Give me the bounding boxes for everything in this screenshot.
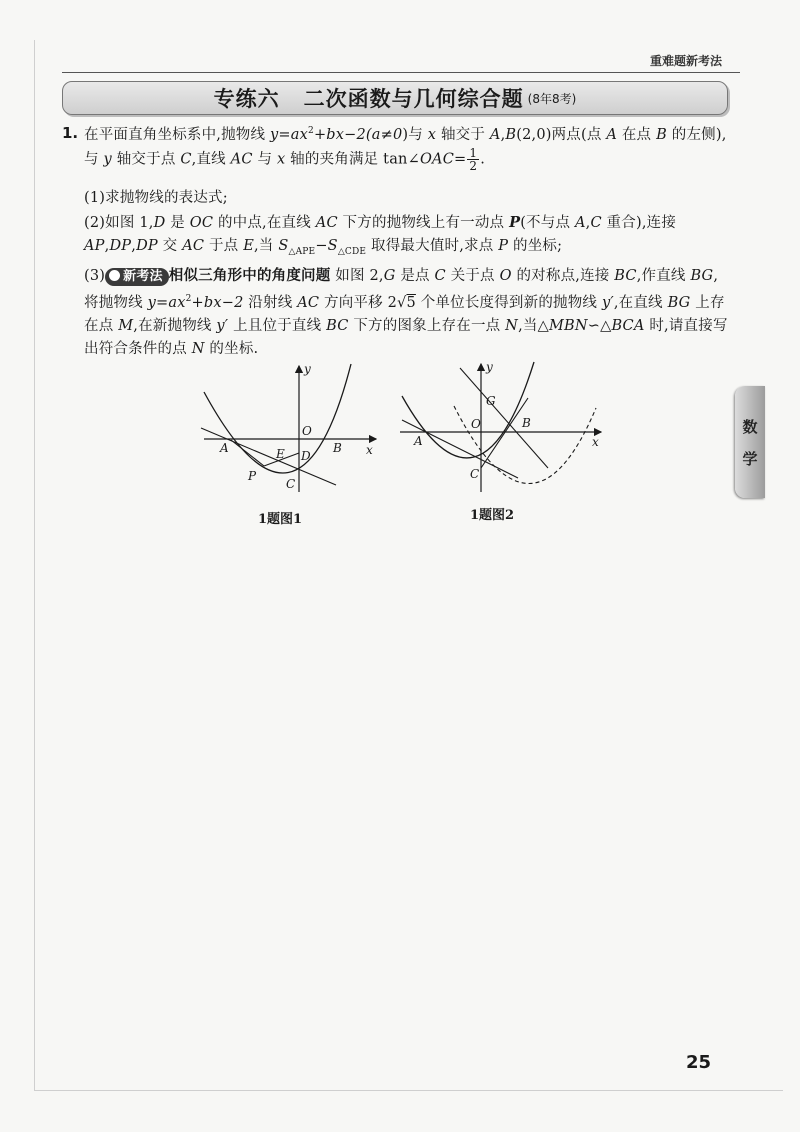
- banner-note: (8年8考): [527, 91, 577, 106]
- label-d: D: [301, 449, 311, 463]
- figure-2-diagram: [396, 360, 606, 495]
- label-g: G: [486, 394, 496, 408]
- label-x: x: [592, 435, 599, 449]
- side-tab-char-2: 学: [742, 450, 758, 468]
- line-bc: [481, 398, 528, 468]
- line-ac: [402, 420, 518, 478]
- label-y: y: [486, 360, 493, 374]
- section-banner: [62, 81, 728, 115]
- label-e: E: [276, 447, 285, 461]
- section-header: 重难题新考法: [649, 54, 722, 68]
- label-o: O: [471, 417, 481, 431]
- label-b: B: [333, 441, 342, 455]
- figure-1-caption: 1题图1: [258, 512, 303, 527]
- subject-side-tab: [735, 386, 765, 498]
- banner-title-b: 二次函数与几何综合题: [303, 87, 524, 111]
- new-method-tag: 新考法: [105, 268, 169, 286]
- label-p: P: [248, 469, 257, 483]
- figure-2-caption: 1题图2: [470, 508, 515, 523]
- fraction-one-half: $\frac{1}{2}$: [469, 145, 478, 173]
- label-a: A: [414, 434, 423, 448]
- figure-1-diagram: [196, 362, 386, 497]
- label-x: x: [366, 443, 373, 457]
- label-c: C: [286, 477, 296, 491]
- question-number: 1.: [62, 124, 79, 142]
- label-y: y: [304, 362, 311, 376]
- label-o: O: [302, 424, 312, 438]
- label-b: B: [522, 416, 531, 430]
- banner-title: [214, 83, 524, 113]
- question-part-3: (3) 新考法 相似三角形中的角度问题 如图 2,G 是点 C 关于点 O 的对称点,连接 BC,作直线 BG,将抛物线 $y=ax^2+bx-2$ 沿射线 AC 方向平移 2√5 个单位长度得到新的抛物线 y′,在直线 BG 上存在点 M,在新抛物线 y′ 上且位于直线 BC 下方的图象上存在一点 N,当△MBN∽△BCA 时,请直接写出符合条件的点 N 的坐标.: [84, 267, 728, 357]
- header-rule: [62, 72, 740, 73]
- line-ac: [201, 428, 336, 485]
- side-tab-char-1: 数: [742, 418, 758, 436]
- label-a: A: [220, 441, 229, 455]
- page-number: 25: [686, 1052, 712, 1073]
- banner-title-a: 专练六: [213, 87, 280, 111]
- lightbulb-icon: [109, 270, 120, 281]
- question-part-2: (2)如图 1,D 是 OC 的中点,在直线 AC 下方的抛物线上有一动点 P(不与点 A,C 重合),连接 AP,DP,DP 交 AC 于点 E,当 $S_{\triangle APE}-S_{\triangle CDE}$ 取得最大值时,求点 P 的坐标;: [84, 214, 677, 257]
- label-c: C: [470, 467, 480, 481]
- question-intro: 在平面直角坐标系中,抛物线 $y=ax^2+bx-2(a\ne 0)$与 x 轴交于 A,B(2,0)两点(点 A 在点 B 的左侧),与 y 轴交于点 C,直线 AC 与 x 轴的夹角满足 tan∠OAC= $\frac{1}{2}$ .: [84, 126, 727, 173]
- question-part-1: (1)求抛物线的表达式;: [84, 190, 228, 206]
